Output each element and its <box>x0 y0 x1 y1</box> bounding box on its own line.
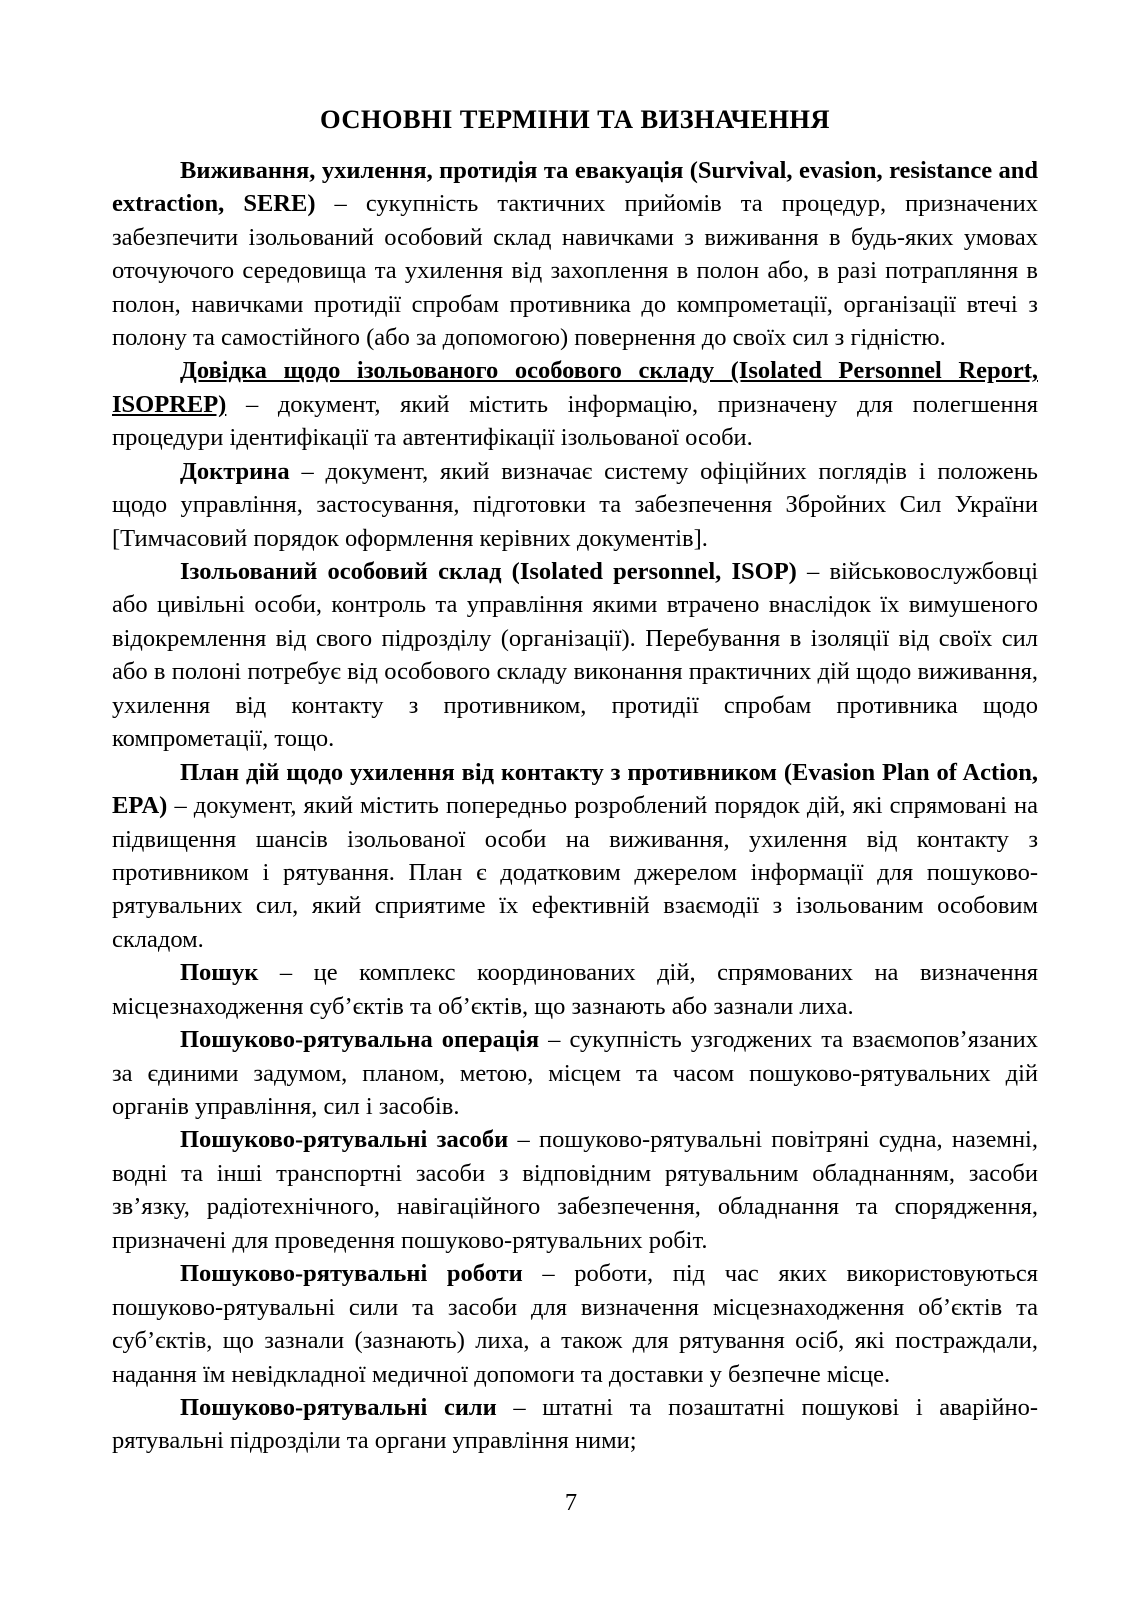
definition-body: – сукупність узгоджених та взаємопов’язаних за єдиними задумом, планом, метою, місцем та часом пошуково-рятувальних дій органів управління, сил і засобів. <box>112 1026 1039 1121</box>
definition-body: – роботи, під час яких використовуються пошуково-рятувальні сили та засоби для визначення місцезнаходження об’єктів та суб’єктів, що зазнали (зазнають) лиха, а також для рятування осіб, які постраждали, надання їм невідкладної медичної допомоги та доставки у безпечне місце. <box>112 1260 1038 1388</box>
definition-body: – штатні та позаштатні пошукові і аварійно-рятувальні підрозділи та органи управління ними; <box>112 1393 1038 1455</box>
definition-term: Пошуково-рятувальні роботи <box>180 1260 523 1288</box>
definition-paragraph <box>112 154 1038 355</box>
definition-body: – документ, який містить попередньо розроблений порядок дій, які спрямовані на підвищення шансів ізольованої особи на виживання, ухилення від контакту з противником і рятування. План є додатковим джерелом інформації для пошуково-рятувальних сил, який сприятиме їх ефективній взаємодії з ізольованим особовим складом. <box>112 792 1038 953</box>
definition-body: – це комплекс координованих дій, спрямованих на визначення місцезнаходження суб’єктів та об’єктів, що зазнають або зазнали лиха. <box>112 959 1038 1020</box>
definition-term: Пошуково-рятувальні засоби <box>180 1126 509 1154</box>
definition-term: Доктрина <box>180 457 290 485</box>
definition-paragraph <box>112 455 1038 555</box>
definition-body: – документ, який містить інформацію, призначену для полегшення процедури ідентифікації та автентифікації ізольованої особи. <box>112 390 1038 452</box>
definition-body: – сукупність тактичних прийомів та процедур, призначених забезпечити ізольований особовий склад навичками з виживання в будь-яких умовах оточуючого середовища та ухилення від захоплення в полон або, в разі потрапляння в полон, навичками протидії спробам противника до компрометації, організації втечі з полону та самостійного (або за допомогою) повернення до своїх сил з гідністю. <box>112 190 1038 351</box>
definitions-list <box>112 154 1038 1458</box>
definition-paragraph <box>112 1257 1038 1391</box>
definition-term: Пошук <box>180 959 259 987</box>
definition-body: – документ, який визначає систему офіційних поглядів і положень щодо управління, застосування, підготовки та забезпечення Збройних Сил України [Тимчасовий порядок оформлення керівних документів]. <box>112 457 1038 552</box>
definition-paragraph <box>112 555 1038 756</box>
definition-paragraph <box>112 756 1038 957</box>
definition-body: – пошуково-рятувальні повітряні судна, наземні, водні та інші транспортні засоби з відповідним рятувальним обладнанням, засоби зв’язку, радіотехнічного, навігаційного забезпечення, обладнання та спорядження, призначені для проведення пошуково-рятувальних робіт. <box>112 1126 1038 1254</box>
definition-term: План дій щодо ухилення від контакту з противником (Evasion Plan of Action, EPA) <box>112 758 1038 820</box>
definition-paragraph <box>112 1123 1038 1257</box>
definition-paragraph <box>112 1391 1038 1458</box>
definition-paragraph <box>112 956 1038 1023</box>
definition-paragraph <box>112 354 1038 454</box>
page-number: 7 <box>564 1489 578 1516</box>
definition-term: Ізольований особовий склад (Isolated personnel, ISOP) <box>180 558 797 586</box>
definition-term: Пошуково-рятувальні сили <box>180 1393 497 1421</box>
definition-term: Пошуково-рятувальна операція <box>180 1026 540 1054</box>
definition-term: Довідка щодо ізольованого особового складу (Isolated Personnel Report, ISOPREP) <box>112 357 1038 418</box>
definition-body: – військовослужбовці або цивільні особи, контроль та управління якими втрачено внаслідок їх вимушеного відокремлення від свого підрозділу (організації). Перебування в ізоляції від своїх сил або в полоні потребує від особового складу виконання практичних дій щодо виживання, ухилення від контакту з противником, протидії спробам противника щодо компрометації, тощо. <box>112 558 1038 753</box>
definition-term: Виживання, ухилення, протидія та евакуація (Survival, evasion, resistance and extraction, SERE) <box>112 156 1038 218</box>
definition-paragraph <box>112 1023 1038 1123</box>
page-title: ОСНОВНІ ТЕРМІНИ ТА ВИЗНАЧЕННЯ <box>320 104 830 134</box>
